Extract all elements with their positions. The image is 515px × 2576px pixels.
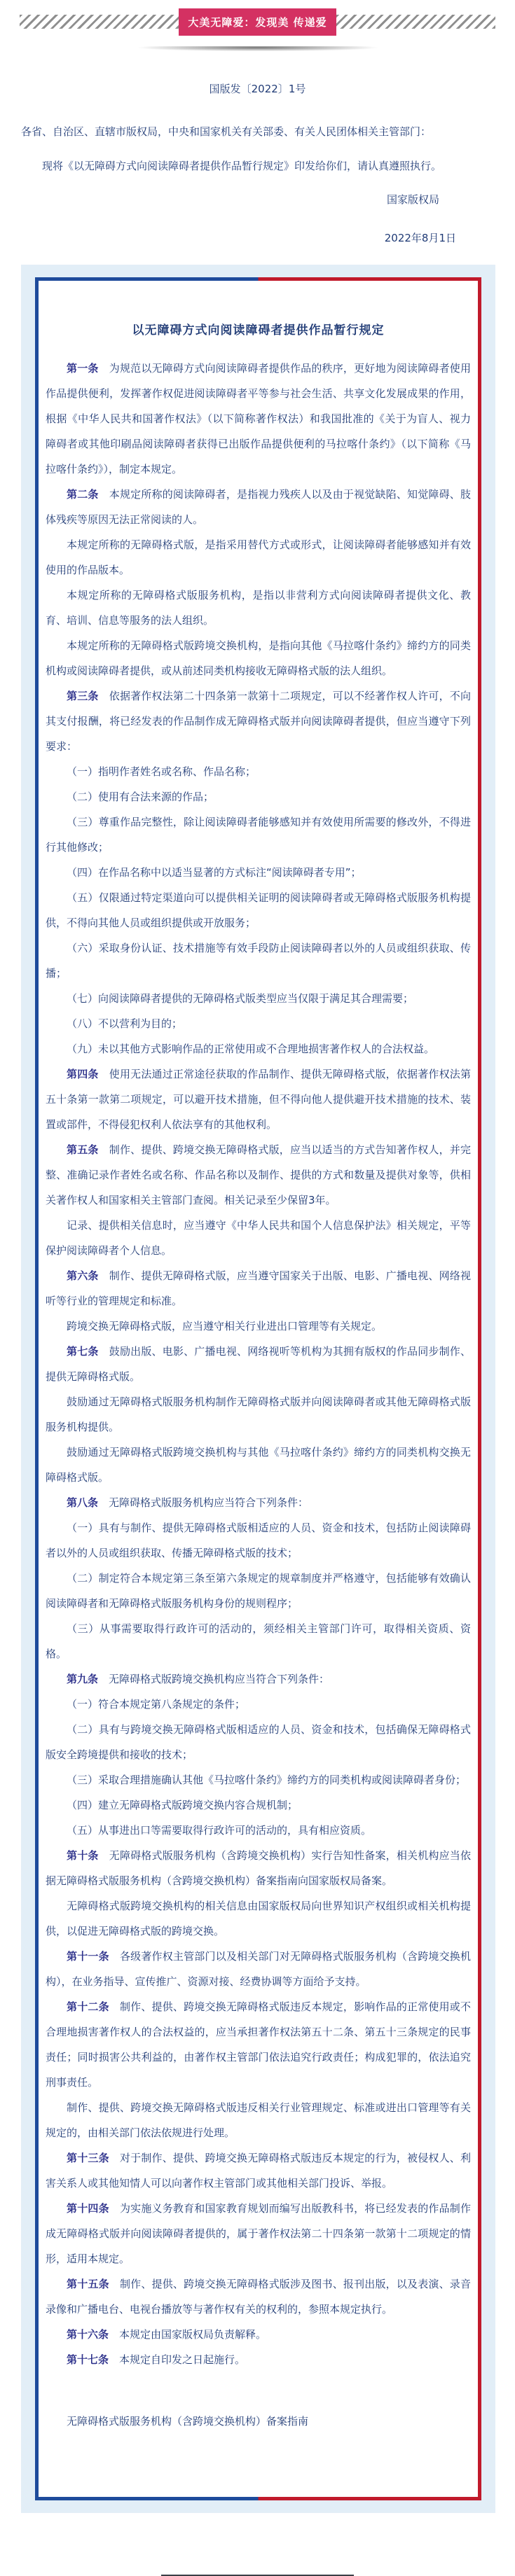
article-label: 第十四条 xyxy=(67,2202,109,2215)
regulation-paragraph: 第二条 本规定所称的阅读障碍者，是指视力残疾人以及由于视觉缺陷、知觉障碍、肢体残疾等原因无法正常阅读的人。 xyxy=(46,488,471,526)
article-label: 第十七条 xyxy=(67,2353,109,2366)
regulation-paragraph: 第八条 无障碍格式版服务机构应当符合下列条件： xyxy=(67,1496,309,1509)
intro-paragraph: 现将《以无障碍方式向阅读障碍者提供作品暂行规定》印发给你们，请认真遵照执行。 xyxy=(42,159,442,172)
regulation-paragraph: （五）从事进出口等需要取得行政许可的活动的，具有相应资质。 xyxy=(67,1824,372,1837)
regulation-paragraph: 鼓励通过无障碍格式版跨境交换机构与其他《马拉喀什条约》缔约方的同类机构交换无障碍格式版。 xyxy=(46,1446,471,1484)
article-label: 第一条 xyxy=(67,362,99,375)
shadow-divider xyxy=(97,46,419,53)
regulation-paragraph: （二）制定符合本规定第三条至第六条规定的规章制度并严格遵守，包括能够有效确认阅读障碍者和无障碍格式版服务机构身份的规则程序； xyxy=(46,1572,471,1610)
article-label: 第十一条 xyxy=(67,1950,109,1963)
regulation-paragraph: 第十四条 为实施义务教育和国家教育规划而编写出版教科书，将已经发表的作品制作成无障碍格式版并向阅读障碍者提供的，属于著作权法第二十四条第一款第十二项规定的情形，适用本规定。 xyxy=(46,2202,471,2265)
regulation-paragraph: 第九条 无障碍格式版跨境交换机构应当符合下列条件： xyxy=(67,1673,330,1685)
article-label: 第十条 xyxy=(67,1849,99,1862)
regulation-paragraph: 跨境交换无障碍格式版，应当遵守相关行业进出口管理等有关规定。 xyxy=(67,1320,383,1332)
regulation-paragraph: （八）不以营利为目的； xyxy=(67,1017,183,1030)
article-label: 第九条 xyxy=(67,1673,99,1685)
article-label: 第二条 xyxy=(67,488,99,501)
article-label: 第六条 xyxy=(67,1269,99,1282)
regulation-paragraph: （一）指明作者姓名或名称、作品名称； xyxy=(67,765,256,778)
regulation-paragraph: 第四条 使用无法通过正常途径获取的作品制作、提供无障碍格式版，依据著作权法第五十条第一款第二项规定，可以避开技术措施，但不得向他人提供避开技术措施的技术、装置或部件，不得侵犯权利人依法享有的其他权利。 xyxy=(46,1068,471,1131)
regulation-paragraph: （三）尊重作品完整性，除让阅读障碍者能够感知并有效使用所需要的修改外，不得进行其他修改； xyxy=(46,816,471,854)
regulation-title: 以无障碍方式向阅读障碍者提供作品暂行规定 xyxy=(132,323,385,337)
article-label: 第七条 xyxy=(67,1345,99,1358)
regulation-body xyxy=(46,356,471,2372)
document-page xyxy=(0,8,515,2576)
regulation-frame xyxy=(35,277,481,2500)
appendix-title: 无障碍格式版服务机构（含跨境交换机构）备案指南 xyxy=(67,2415,309,2428)
regulation-paragraph: （七）向阅读障碍者提供的无障碍格式版类型应当仅限于满足其合理需要； xyxy=(67,992,414,1005)
article-label: 第三条 xyxy=(67,690,99,702)
regulation-paragraph: （二）使用有合法来源的作品； xyxy=(67,791,214,803)
regulation-inner xyxy=(39,281,478,2497)
regulation-paragraph: 本规定所称的无障碍格式版，是指采用替代方式或形式，让阅读障碍者能够感知并有效使用的作品版本。 xyxy=(46,538,471,576)
regulation-paragraph: 第十二条 制作、提供、跨境交换无障碍格式版违反本规定，影响作品的正常使用或不合理地损害著作权人的合法权益的，应当承担著作权法第五十二条、第五十三条规定的民事责任；同时损害公共利益的，由著作权主管部门依法追究行政责任；构成犯罪的，依法追究刑事责任。 xyxy=(46,2000,471,2089)
regulation-paragraph: 本规定所称的无障碍格式版服务机构，是指以非营利方式向阅读障碍者提供文化、教育、培训、信息等服务的法人组织。 xyxy=(46,589,471,627)
regulation-paragraph: 记录、提供相关信息时，应当遵守《中华人民共和国个人信息保护法》相关规定，平等保护阅读障碍者个人信息。 xyxy=(46,1219,471,1257)
regulation-paragraph: 制作、提供、跨境交换无障碍格式版违反相关行业管理规定、标准或进出口管理等有关规定的，由相关部门依法依规进行处理。 xyxy=(46,2101,471,2139)
regulation-paragraph: 第十七条 本规定自印发之日起施行。 xyxy=(67,2353,246,2366)
regulation-paragraph: 第十五条 制作、提供、跨境交换无障碍格式版涉及图书、报刊出版，以及表演、录音录像和广播电台、电视台播放等与著作权有关的权利的，参照本规定执行。 xyxy=(46,2278,471,2316)
regulation-paragraph: 本规定所称的无障碍格式版跨境交换机构，是指向其他《马拉喀什条约》缔约方的同类机构或阅读障碍者提供，或从前述同类机构接收无障碍格式版的法人组织。 xyxy=(46,639,471,677)
regulation-paragraph: 第十一条 各级著作权主管部门以及相关部门对无障碍格式版服务机构（含跨境交换机构），在业务指导、宣传推广、资源对接、经费协调等方面给予支持。 xyxy=(46,1950,471,1988)
regulation-paragraph: 鼓励通过无障碍格式版服务机构制作无障碍格式版并向阅读障碍者或其他无障碍格式版服务机构提供。 xyxy=(46,1395,471,1433)
regulation-paragraph: 无障碍格式版跨境交换机构的相关信息由国家版权局向世界知识产权组织或相关机构提供，以促进无障碍格式版的跨境交换。 xyxy=(46,1900,471,1937)
regulation-paragraph: （九）未以其他方式影响作品的正常使用或不合理地损害著作权人的合法权益。 xyxy=(67,1043,435,1055)
issuer-signature: 国家版权局 xyxy=(386,193,439,206)
regulation-paragraph: （一）具有与制作、提供无障碍格式版相适应的人员、资金和技术，包括防止阅读障碍者以外的人员或组织获取、传播无障碍格式版的技术； xyxy=(46,1522,471,1559)
issue-date: 2022年8月1日 xyxy=(384,232,456,244)
article-label: 第四条 xyxy=(67,1068,99,1080)
regulation-paragraph: （三）采取合理措施确认其他《马拉喀什条约》缔约方的同类机构或阅读障碍者身份； xyxy=(67,1774,467,1786)
regulation-paragraph: （一）符合本规定第八条规定的条件； xyxy=(67,1698,246,1711)
regulation-panel xyxy=(21,265,495,2513)
regulation-paragraph: 第十三条 对于制作、提供、跨境交换无障碍格式版违反本规定的行为，被侵权人、利害关系人或其他知情人可以向著作权主管部门或其他相关部门投诉、举报。 xyxy=(46,2152,471,2189)
article-label: 第十二条 xyxy=(67,2000,109,2013)
article-label: 第十三条 xyxy=(67,2152,109,2164)
article-label: 第十五条 xyxy=(67,2278,109,2290)
article-label: 第十六条 xyxy=(67,2328,109,2341)
regulation-paragraph: 第一条 为规范以无障碍方式向阅读障碍者提供作品的秩序，更好地为阅读障碍者使用作品提供便利，发挥著作权促进阅读障碍者平等参与社会生活、共享文化发展成果的作用，根据《中华人民共和国著作权法》（以下简称著作权法）和我国批准的《关于为盲人、视力障碍者或其他印刷品阅读障碍者获得已出版作品提供便利的马拉喀什条约》（以下简称《马拉喀什条约》），制定本规定。 xyxy=(46,362,471,475)
regulation-paragraph: 第七条 鼓励出版、电影、广播电视、网络视听等机构为其拥有版权的作品同步制作、提供无障碍格式版。 xyxy=(46,1345,471,1383)
hatch-pattern-right-icon xyxy=(336,15,495,29)
regulation-paragraph: （五）仅限通过特定渠道向可以提供相关证明的阅读障碍者或无障碍格式版服务机构提供，不得向其他人员或组织提供或开放服务； xyxy=(46,891,471,929)
article-label: 第五条 xyxy=(67,1143,99,1156)
regulation-paragraph: 第六条 制作、提供无障碍格式版，应当遵守国家关于出版、电影、广播电视、网络视听等行业的管理规定和标准。 xyxy=(46,1269,471,1307)
doc-number: 国版发〔2022〕1号 xyxy=(209,83,306,95)
hatch-pattern-left-icon xyxy=(20,15,179,29)
banner-title: 大美无障爱：发现美 传递爱 xyxy=(179,8,336,36)
regulation-paragraph: （三）从事需要取得行政许可的活动的，须经相关主管部门许可，取得相关资质、资格。 xyxy=(46,1622,471,1660)
top-banner xyxy=(20,8,495,35)
regulation-paragraph: 第十六条 本规定由国家版权局负责解释。 xyxy=(67,2328,267,2341)
regulation-paragraph: 第三条 依据著作权法第二十四条第一款第十二项规定，可以不经著作权人许可，不向其支付报酬，将已经发表的作品制作成无障碍格式版并向阅读障碍者提供，但应当遵守下列要求： xyxy=(46,690,471,753)
regulation-paragraph: （四）建立无障碍格式版跨境交换内容合规机制； xyxy=(67,1799,298,1811)
regulation-paragraph: 第十条 无障碍格式版服务机构（含跨境交换机构）实行告知性备案，相关机构应当依据无障碍格式版服务机构（含跨境交换机构）备案指南向国家版权局备案。 xyxy=(46,1849,471,1887)
regulation-paragraph: （二）具有与跨境交换无障碍格式版相适应的人员、资金和技术，包括确保无障碍格式版安全跨境提供和接收的技术； xyxy=(46,1723,471,1761)
article-label: 第八条 xyxy=(67,1496,99,1509)
regulation-paragraph: （六）采取身份认证、技术措施等有效手段防止阅读障碍者以外的人员或组织获取、传播； xyxy=(46,942,471,980)
regulation-paragraph: （四）在作品名称中以适当显著的方式标注“阅读障碍者专用”； xyxy=(67,866,362,879)
salutation: 各省、自治区、直辖市版权局，中央和国家机关有关部委、有关人民团体相关主管部门： xyxy=(21,125,432,138)
regulation-paragraph: 第五条 制作、提供、跨境交换无障碍格式版，应当以适当的方式告知著作权人，并完整、准确记录作者姓名或名称、作品名称以及制作、提供的方式和数量及提供对象等，供相关著作权人和国家相关主管部门查阅。相关记录至少保留3年。 xyxy=(46,1143,471,1206)
